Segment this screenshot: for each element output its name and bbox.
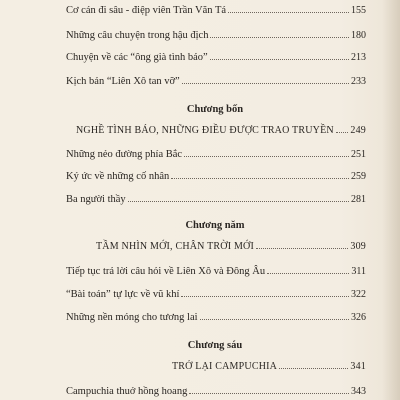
toc-entry-page: 233 bbox=[351, 76, 366, 87]
toc-leader-dots bbox=[267, 262, 349, 274]
toc-entry bbox=[66, 308, 366, 324]
toc-entry-title: “Bài toán” tự lực về vũ khí bbox=[66, 289, 180, 300]
toc-leader-dots bbox=[128, 190, 349, 202]
toc-entry bbox=[66, 1, 366, 17]
chapter-label: Chương bốn bbox=[186, 104, 244, 115]
toc-entry bbox=[66, 262, 366, 278]
toc-entry bbox=[66, 145, 366, 161]
toc-leader-dots bbox=[210, 48, 349, 60]
toc-entry-title: Những nền móng cho tương lai bbox=[66, 312, 198, 323]
toc-leader-dots bbox=[182, 72, 349, 84]
page-gutter-shadow bbox=[382, 0, 400, 400]
toc-entry bbox=[66, 167, 366, 183]
toc-entry-page: 309 bbox=[350, 241, 366, 252]
toc-entry-page: 213 bbox=[351, 52, 366, 63]
toc-leader-dots bbox=[336, 121, 349, 133]
toc-entry-title: Những câu chuyện trong hậu địch bbox=[66, 30, 209, 41]
toc-entry-title: Chuyện về các “ông già tình báo” bbox=[66, 52, 208, 63]
toc-leader-dots bbox=[256, 237, 348, 249]
toc-leader-dots bbox=[279, 357, 348, 369]
toc-entry-title: TRỞ LẠI CAMPUCHIA bbox=[172, 361, 278, 372]
toc-entry-title: TẦM NHÌN MỚI, CHÂN TRỜI MỚI bbox=[96, 241, 254, 252]
toc-entry-title: Kịch bản “Liên Xô tan vỡ” bbox=[66, 76, 180, 87]
toc-entry bbox=[66, 285, 366, 301]
toc-entry-title: Cơ cán đi sâu - điệp viên Trần Văn Tá bbox=[66, 5, 227, 16]
toc-entry-page: 259 bbox=[351, 171, 366, 182]
toc-entry-page: 326 bbox=[351, 312, 366, 323]
toc-entry bbox=[66, 26, 366, 42]
toc-entry-page: 155 bbox=[351, 5, 366, 16]
toc-leader-dots bbox=[210, 26, 349, 38]
toc-entry-page: 343 bbox=[351, 386, 366, 397]
toc-entry-page: 341 bbox=[350, 361, 366, 372]
toc-leader-dots bbox=[228, 1, 349, 13]
chapter-label: Chương sáu bbox=[187, 340, 243, 351]
toc-entry-page: 249 bbox=[350, 125, 366, 136]
toc-leader-dots bbox=[189, 382, 349, 394]
toc-entry-page: 281 bbox=[351, 194, 366, 205]
chapter-title-entry bbox=[172, 357, 366, 373]
toc-entry-title: Ký ức về những cố nhân bbox=[66, 171, 170, 182]
chapter-label: Chương năm bbox=[185, 220, 245, 231]
toc-leader-dots bbox=[171, 167, 349, 179]
toc-entry bbox=[66, 190, 366, 206]
toc-entry bbox=[66, 72, 366, 88]
toc-entry-title: Tiếp tục trả lời câu hỏi về Liên Xô và Đông Âu bbox=[66, 266, 266, 277]
toc-leader-dots bbox=[181, 285, 349, 297]
toc-entry-title: Ba người thầy bbox=[66, 194, 126, 205]
toc-entry-page: 251 bbox=[351, 149, 366, 160]
toc-entry-title: Campuchia thuở hồng hoang bbox=[66, 386, 188, 397]
toc-entry-title: Những nẻo đường phía Bắc bbox=[66, 149, 183, 160]
toc-entry-page: 180 bbox=[351, 30, 366, 41]
toc-entry-title: NGHỀ TÌNH BÁO, NHỮNG ĐIỀU ĐƯỢC TRAO TRUYỀN bbox=[76, 125, 334, 136]
toc-entry-page: 322 bbox=[351, 289, 366, 300]
toc-entry bbox=[66, 48, 366, 64]
toc-leader-dots bbox=[184, 145, 349, 157]
chapter-title-entry bbox=[76, 121, 366, 137]
toc-leader-dots bbox=[200, 308, 349, 320]
chapter-title-entry bbox=[96, 237, 366, 253]
toc-entry-page: 311 bbox=[351, 266, 366, 277]
toc-entry bbox=[66, 382, 366, 398]
